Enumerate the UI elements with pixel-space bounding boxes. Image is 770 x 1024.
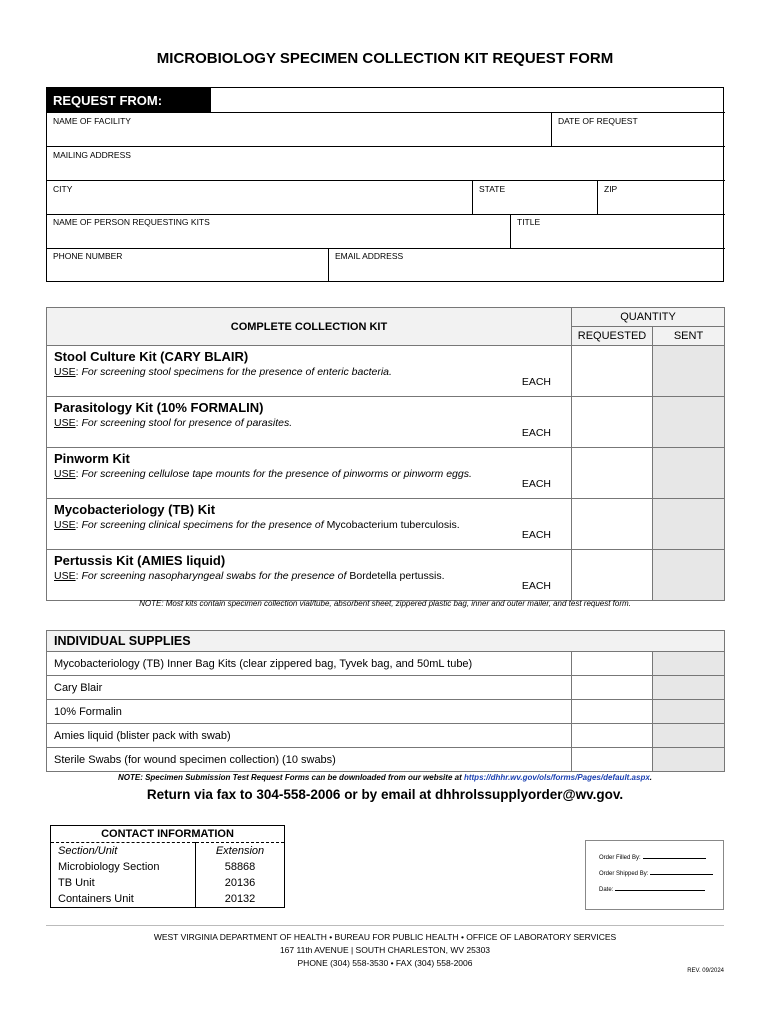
unit-label: EACH: [521, 478, 551, 490]
supply-row: [47, 652, 725, 676]
requested-input[interactable]: [572, 550, 653, 601]
requested-input[interactable]: [572, 652, 653, 676]
sent-cell: [653, 676, 725, 700]
request-from-section: [46, 87, 724, 282]
sent-cell: [653, 448, 725, 499]
supply-name: Sterile Swabs (for wound specimen collection) (10 swabs): [47, 748, 572, 772]
contact-extension: 58868: [196, 859, 285, 875]
phone-number-field[interactable]: PHONE NUMBER: [53, 251, 123, 261]
kit-name: Pinworm Kit: [54, 451, 130, 466]
unit-label: EACH: [521, 580, 551, 592]
kits-note: NOTE: Most kits contain specimen collection vial/tube, absorbent sheet, zippered plastic bag, inner and outer mailer, and test request form.: [139, 599, 631, 608]
order-shipped-label: Order Shipped By:: [599, 871, 649, 877]
facility-field[interactable]: NAME OF FACILITY: [53, 116, 131, 126]
person-requesting-field[interactable]: NAME OF PERSON REQUESTING KITS: [53, 217, 210, 227]
supply-row: [47, 748, 725, 772]
extension-header: Extension: [196, 843, 285, 860]
unit-label: EACH: [521, 529, 551, 541]
contact-information-table: [50, 825, 285, 908]
kit-row: Pinworm Kit USE: For screening cellulose tape mounts for the presence of pinworms or pinworm eggs. EACH: [47, 448, 725, 499]
zip-field[interactable]: ZIP: [604, 184, 618, 194]
unit-label: EACH: [521, 427, 551, 439]
revision-date: REV. 09/2024: [687, 968, 724, 974]
requested-input[interactable]: [572, 748, 653, 772]
supply-name: Mycobacteriology (TB) Inner Bag Kits (clear zippered bag, Tyvek bag, and 50mL tube): [47, 652, 572, 676]
city-field[interactable]: CITY: [53, 184, 73, 194]
kit-name: Parasitology Kit (10% FORMALIN): [54, 400, 264, 415]
kit-row: Mycobacteriology (TB) Kit USE: For screening clinical specimens for the presence of Mycobacterium tuberculosis. EACH: [47, 499, 725, 550]
kit-name: Stool Culture Kit (CARY BLAIR): [54, 349, 249, 364]
supply-name: 10% Formalin: [47, 700, 572, 724]
supply-row: [47, 724, 725, 748]
supply-row: [47, 676, 725, 700]
order-date-line[interactable]: [615, 890, 705, 891]
requested-input[interactable]: [572, 700, 653, 724]
order-date-label: Date:: [599, 887, 614, 893]
sent-cell: [653, 724, 725, 748]
kit-name: Pertussis Kit (AMIES liquid): [54, 553, 226, 568]
kit-header: COMPLETE COLLECTION KIT: [47, 308, 572, 346]
quantity-header: QUANTITY: [572, 308, 725, 327]
contact-unit: Microbiology Section: [58, 861, 160, 873]
request-from-header: REQUEST FROM:: [47, 88, 211, 112]
sent-cell: [653, 499, 725, 550]
order-shipped-line[interactable]: [650, 874, 713, 875]
contact-unit: TB Unit: [58, 877, 95, 889]
sent-header: SENT: [653, 327, 725, 346]
footer: [0, 931, 770, 970]
requested-input[interactable]: [572, 676, 653, 700]
sent-cell: [653, 748, 725, 772]
collection-kit-table: [46, 307, 725, 601]
return-instructions: Return via fax to 304-558-2006 or by email at dhhrolssupplyorder@wv.gov.: [146, 787, 624, 802]
forms-link[interactable]: https://dhhr.wv.gov/ols/forms/Pages/default.aspx: [463, 773, 650, 782]
title-field[interactable]: TITLE: [517, 217, 541, 227]
contact-title: CONTACT INFORMATION: [51, 826, 285, 843]
mailing-address-field[interactable]: MAILING ADDRESS: [53, 150, 131, 160]
state-field[interactable]: STATE: [479, 184, 506, 194]
section-unit-header: Section/Unit: [58, 845, 118, 857]
kit-row: Pertussis Kit (AMIES liquid) USE: For screening nasopharyngeal swabs for the presence of Bordetella pertussis. EACH: [47, 550, 725, 601]
order-status-box: [585, 840, 724, 910]
footer-line-3: PHONE (304) 558-3530 • FAX (304) 558-2006: [297, 958, 473, 968]
supplies-note: NOTE: Specimen Submission Test Request Forms can be downloaded from our website at https://dhhr.wv.gov/ols/forms/Pages/default.aspx.: [117, 773, 653, 782]
supply-name: Amies liquid (blister pack with swab): [47, 724, 572, 748]
requested-input[interactable]: [572, 724, 653, 748]
kit-row: Parasitology Kit (10% FORMALIN) USE: For screening stool for presence of parasites. EACH: [47, 397, 725, 448]
page-title: MICROBIOLOGY SPECIMEN COLLECTION KIT REQUEST FORM: [156, 50, 614, 67]
supply-row: [47, 700, 725, 724]
contact-extension: 20132: [196, 891, 285, 908]
order-filled-label: Order Filled By:: [599, 855, 641, 861]
requested-input[interactable]: [572, 499, 653, 550]
unit-label: EACH: [521, 376, 551, 388]
sent-cell: [653, 550, 725, 601]
date-of-request-field[interactable]: DATE OF REQUEST: [558, 116, 638, 126]
kit-name: Mycobacteriology (TB) Kit: [54, 502, 216, 517]
requested-header: REQUESTED: [572, 327, 653, 346]
supplies-header: INDIVIDUAL SUPPLIES: [47, 631, 725, 652]
contact-extension: 20136: [196, 875, 285, 891]
requested-input[interactable]: [572, 397, 653, 448]
footer-divider: [46, 925, 724, 926]
requested-input[interactable]: [572, 346, 653, 397]
sent-cell: [653, 652, 725, 676]
supply-name: Cary Blair: [47, 676, 572, 700]
requested-input[interactable]: [572, 448, 653, 499]
footer-line-1: WEST VIRGINIA DEPARTMENT OF HEALTH • BUREAU FOR PUBLIC HEALTH • OFFICE OF LABORATORY SERVICES: [153, 932, 617, 942]
kit-row: Stool Culture Kit (CARY BLAIR) USE: For screening stool specimens for the presence of enteric bacteria. EACH: [47, 346, 725, 397]
sent-cell: [653, 397, 725, 448]
individual-supplies-table: [46, 630, 725, 772]
order-filled-line[interactable]: [643, 858, 706, 859]
email-address-field[interactable]: EMAIL ADDRESS: [335, 251, 404, 261]
contact-unit: Containers Unit: [58, 893, 134, 905]
footer-line-2: 167 11th AVENUE | SOUTH CHARLESTON, WV 25303: [279, 945, 491, 955]
sent-cell: [653, 346, 725, 397]
sent-cell: [653, 700, 725, 724]
